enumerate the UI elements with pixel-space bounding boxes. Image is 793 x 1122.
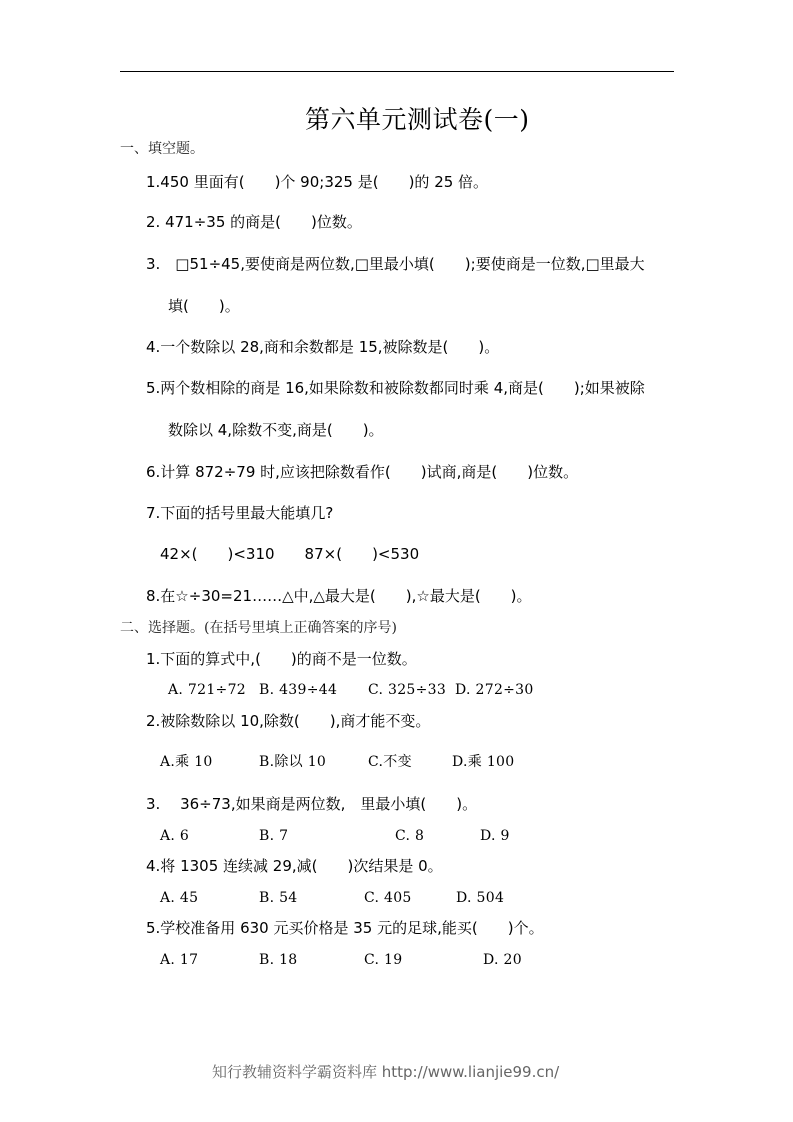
choice-question-5: 5.学校准备用 630 元买价格是 35 元的足球,能买( )个。: [146, 919, 544, 937]
choice-q4-option-b: B. 54: [259, 890, 298, 906]
fill-question-2: 2. 471÷35 的商是( )位数。: [146, 213, 362, 231]
choice-question-3: 3. 36÷73,如果商是两位数, 里最小填( )。: [146, 795, 478, 813]
choice-q3-option-c: C. 8: [395, 828, 425, 844]
section-heading-fill: 一、填空题。: [120, 141, 204, 157]
fill-question-3: 3. □51÷45,要使商是两位数,□里最小填( );要使商是一位数,□里最大: [146, 255, 645, 273]
section-heading-choice: 二、选择题。(在括号里填上正确答案的序号): [120, 620, 397, 636]
fill-question-3-cont: 填( )。: [168, 297, 240, 315]
choice-q4-option-c: C. 405: [364, 890, 412, 906]
choice-q5-option-b: B. 18: [259, 952, 298, 968]
choice-q3-option-a: A. 6: [160, 828, 190, 844]
choice-q1-option-d: D. 272÷30: [455, 682, 534, 698]
choice-question-4: 4.将 1305 连续减 29,减( )次结果是 0。: [146, 857, 443, 875]
choice-q1-option-a: A. 721÷72: [168, 682, 246, 698]
choice-q2-option-b: B.除以 10: [259, 754, 327, 770]
page-title: 第六单元测试卷(一): [305, 105, 530, 134]
fill-question-4: 4.一个数除以 28,商和余数都是 15,被除数是( )。: [146, 338, 500, 356]
fill-question-6: 6.计算 872÷79 时,应该把除数看作( )试商,商是( )位数。: [146, 463, 579, 481]
fill-question-8: 8.在☆÷30=21……△中,△最大是( ),☆最大是( )。: [146, 587, 532, 605]
choice-q3-option-d: D. 9: [480, 828, 510, 844]
fill-question-5-cont: 数除以 4,除数不变,商是( )。: [168, 421, 384, 439]
choice-q4-option-a: A. 45: [160, 890, 199, 906]
choice-question-2: 2.被除数除以 10,除数( ),商才能不变。: [146, 712, 431, 730]
header-rule: [120, 71, 674, 72]
choice-q2-option-a: A.乘 10: [160, 754, 213, 770]
choice-q3-option-b: B. 7: [259, 828, 289, 844]
choice-q4-option-d: D. 504: [456, 890, 505, 906]
choice-question-1: 1.下面的算式中,( )的商不是一位数。: [146, 650, 417, 668]
fill-question-7: 7.下面的括号里最大能填几?: [146, 504, 334, 522]
choice-q5-option-c: C. 19: [364, 952, 403, 968]
fill-question-5: 5.两个数相除的商是 16,如果除数和被除数都同时乘 4,商是( );如果被除: [146, 379, 645, 397]
fill-question-1: 1.450 里面有( )个 90;325 是( )的 25 倍。: [146, 173, 489, 191]
choice-q1-option-b: B. 439÷44: [259, 682, 338, 698]
footer-source: 知行教辅资料学霸资料库 http://www.lianjie99.cn/: [212, 1063, 560, 1081]
choice-q2-option-c: C.不变: [368, 754, 412, 770]
choice-q5-option-a: A. 17: [160, 952, 199, 968]
fill-question-7-expr: 42×( )<310 87×( )<530: [160, 545, 420, 563]
choice-q5-option-d: D. 20: [483, 952, 522, 968]
choice-q1-option-c: C. 325÷33: [368, 682, 447, 698]
choice-q2-option-d: D.乘 100: [452, 754, 515, 770]
